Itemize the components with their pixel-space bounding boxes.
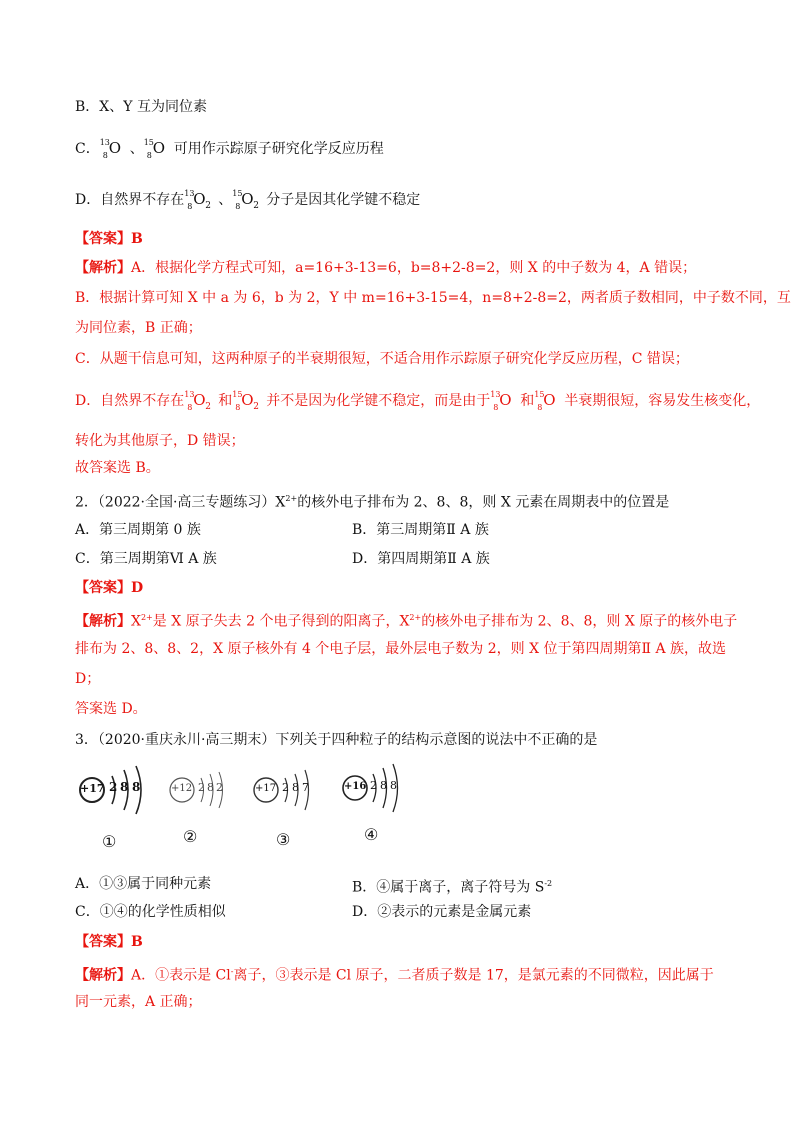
isotope-13-o: 13 8 O xyxy=(99,138,122,160)
atom-diagram-4 xyxy=(342,762,422,857)
molecule-13-o2: 13 8 O 2 xyxy=(184,390,211,412)
q2-option-b: B．第三周期第Ⅱ A 族 xyxy=(352,522,489,538)
q2-answer: 【答案】D xyxy=(75,580,144,596)
nucleus-charge: +12 xyxy=(171,783,193,794)
shell-electrons: 8 xyxy=(120,780,129,794)
atom-diagram-1 xyxy=(78,762,158,857)
q3-stem: 3．（2020·重庆永川·高三期末）下列关于四种粒子的结构示意图的说法中不正确的是 xyxy=(75,732,598,748)
nucleus-charge: +17 xyxy=(80,782,105,795)
q2-explanation-2: 排布为 2、8、8、2，X 原子核外有 4 个电子层，最外层电子数为 2，则 X 位于第四周期第Ⅱ A 族，故选 xyxy=(75,641,727,657)
shell-electrons: 2 xyxy=(198,781,205,794)
q3-option-d: D．②表示的元素是金属元素 xyxy=(352,904,532,920)
q3-option-a: A．①③属于同种元素 xyxy=(75,876,212,892)
shell-electrons: 2 xyxy=(216,781,223,794)
q2-explanation-1: 【解析】$X^{2+}$是 X 原子失去 2 个电子得到的阳离子，$X^{2+}$的核外电子排布为 2、8、8，则 X 原子的核外电子 xyxy=(75,613,738,630)
isotope-13-o: 13 8 O xyxy=(490,390,512,412)
atom-structure-svg xyxy=(342,762,422,822)
q3-explanation-2: 同一元素，A 正确； xyxy=(75,994,202,1010)
shell-electrons: 8 xyxy=(207,781,214,794)
q2-option-d: D．第四周期第Ⅱ A 族 xyxy=(352,551,490,567)
q1-explanation-b1: B．根据计算可知 X 中 a 为 6，b 为 2，Y 中 m=16+3-15=4，n=8+2-8=2，两者质子数相同，中子数不同，互 xyxy=(75,290,791,306)
shell-electrons: 2 xyxy=(370,779,377,792)
q3-answer: 【答案】B xyxy=(75,934,143,950)
q2-stem: 2．（2022·全国·高三专题练习）$X^{2+}$的核外电子排布为 2、8、8，则 X 元素在周期表中的位置是 xyxy=(75,494,670,511)
q2-options-row1 xyxy=(75,520,725,540)
shell-electrons: 8 xyxy=(390,779,397,792)
shell-electrons: 8 xyxy=(380,779,387,792)
q1-explanation-d2: 转化为其他原子，D 错误； xyxy=(75,433,245,449)
q2-options-row2 xyxy=(75,549,725,569)
molecule-15-o2: 15 8 O 2 xyxy=(232,390,259,412)
q3-options-row2 xyxy=(75,902,725,922)
q1-conclusion: 故答案选 B。 xyxy=(75,460,160,476)
molecule-13-o2: 13 8 O 2 xyxy=(184,189,211,211)
diagram-label: ① xyxy=(102,832,117,851)
isotope-15-o: 15 8 O xyxy=(143,138,166,160)
diagram-label: ③ xyxy=(276,830,291,849)
atom-diagram-3 xyxy=(252,762,332,857)
q1-explanation-a: 【解析】A．根据化学方程式可知，a=16+3-13=6，b=8+2-8=2，则 X 的中子数为 4，A 错误； xyxy=(75,260,697,276)
q3-option-c: C．①④的化学性质相似 xyxy=(75,904,226,920)
q1-option-b: B．X、Y 互为同位素 xyxy=(75,99,207,115)
q1-answer: 【答案】B xyxy=(75,231,143,247)
shell-electrons: 2 xyxy=(109,780,118,794)
q1-explanation-b2: 为同位素，B 正确； xyxy=(75,320,202,336)
q2-option-a: A．第三周期第 0 族 xyxy=(75,522,201,538)
atom-diagram-2 xyxy=(165,762,245,857)
diagram-label: ② xyxy=(183,827,198,846)
shell-electrons: 7 xyxy=(302,781,309,794)
q3-option-b: B．④属于离子，离子符号为 $S^{-2}$ xyxy=(352,879,553,896)
q3-options-row1 xyxy=(75,874,725,894)
q2-conclusion: 答案选 D。 xyxy=(75,701,147,717)
q1-option-d: D．自然界不存在 13 8 O 2 、 15 8 O 2 分子是因其化学键不稳定 xyxy=(75,189,421,211)
molecule-15-o2: 15 8 O 2 xyxy=(232,189,259,211)
q1-option-c: C． 13 8 O 、 15 8 O 可用作示踪原子研究化学反应历程 xyxy=(75,138,384,160)
nucleus-charge: +16 xyxy=(344,781,367,792)
q3-explanation-1: 【解析】A．①表示是 Cl-离子，③表示是 Cl 原子，二者质子数是 17，是氯元素的不同微粒，因此属于 xyxy=(75,967,714,984)
q2-explanation-3: D； xyxy=(75,671,101,687)
nucleus-charge: +17 xyxy=(255,783,277,794)
q2-option-c: C．第三周期第Ⅵ A 族 xyxy=(75,551,217,567)
shell-electrons: 8 xyxy=(132,780,141,794)
diagram-label: ④ xyxy=(364,825,379,844)
shell-electrons: 2 xyxy=(282,781,289,794)
q1-explanation-c: C．从题干信息可知，这两种原子的半衰期很短，不适合用作示踪原子研究化学反应历程，C 错误； xyxy=(75,351,689,367)
q1-explanation-d: D．自然界不存在 13 8 O 2 和 15 8 O 2 并不是因为化学键不稳定，而是由于 13 8 O 和 15 8 O 半衰期很短，容易发生核变化， xyxy=(75,390,761,412)
shell-electrons: 8 xyxy=(292,781,299,794)
isotope-15-o: 15 8 O xyxy=(534,390,556,412)
